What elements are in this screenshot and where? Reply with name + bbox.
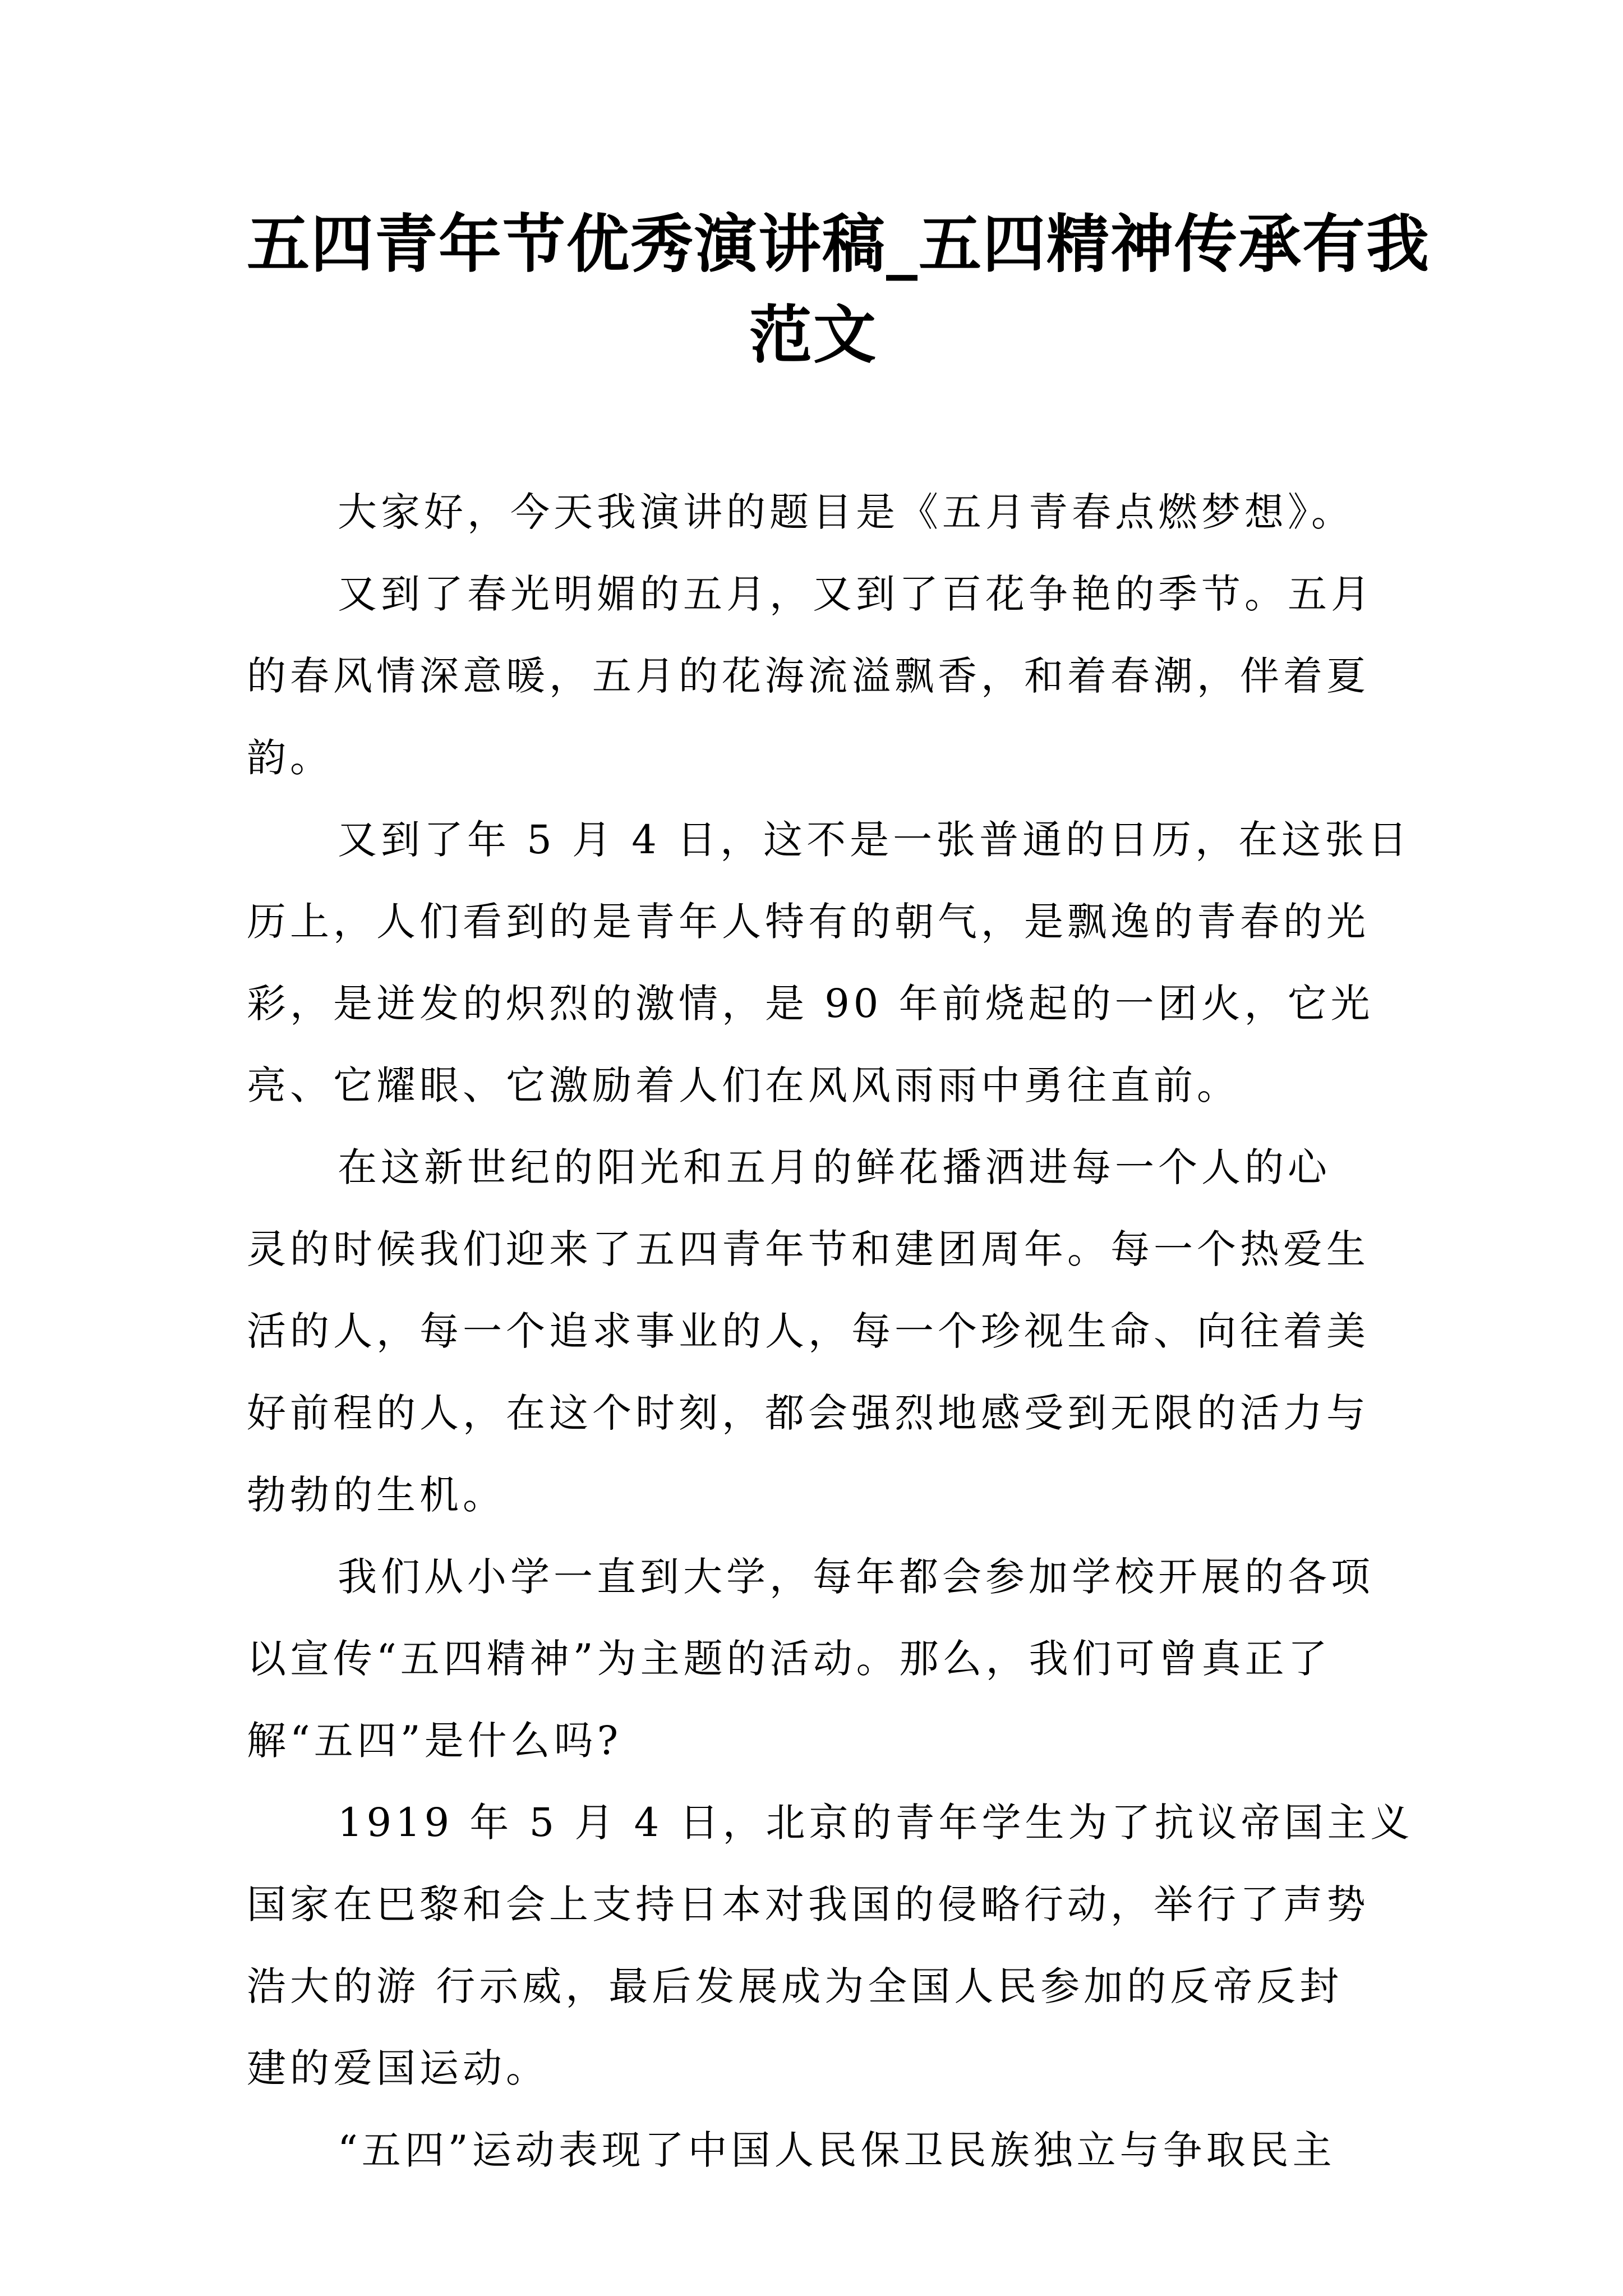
text-line: 我们从小学一直到大学，每年都会参加学校开展的各项 — [338, 1554, 1374, 1600]
text-line: 以宣传“五四精神”为主题的活动。那么，我们可曾真正了 — [247, 1636, 1331, 1682]
text-line: 又到了年 5 月 4 日，这不是一张普通的日历，在这张日 — [338, 817, 1412, 863]
text-line: 浩大的游 行示威，最后发展成为全国人民参加的反帝反封 — [247, 1963, 1343, 2009]
text-line: “五四”运动表现了中国人民保卫民族独立与争取民主 — [338, 2127, 1336, 2173]
text-line: 韵。 — [247, 735, 333, 781]
text-line: 又到了春光明媚的五月，又到了百花争艳的季节。五月 — [338, 571, 1374, 617]
text-line: 建的爱国运动。 — [247, 2045, 549, 2091]
text-line: 好前程的人，在这个时刻，都会强烈地感受到无限的活力与 — [247, 1390, 1370, 1436]
text-line: 彩，是迸发的炽烈的激情，是 90 年前烧起的一团火，它光 — [247, 981, 1374, 1027]
text-line: 亮、它耀眼、它激励着人们在风风雨雨中勇往直前。 — [247, 1062, 1240, 1108]
document-title — [247, 199, 1430, 381]
document-body — [247, 471, 1414, 2191]
text-line: 勃勃的生机。 — [247, 1472, 506, 1518]
text-line: 解“五四”是什么吗? — [247, 1718, 623, 1764]
text-line: 的春风情深意暖，五月的花海流溢飘香，和着春潮，伴着夏 — [247, 653, 1370, 699]
text-line: 历上，人们看到的是青年人特有的朝气，是飘逸的青春的光 — [247, 899, 1370, 945]
text-line: 灵的时候我们迎来了五四青年节和建团周年。每一个热爱生 — [247, 1226, 1370, 1272]
text-line: 活的人，每一个追求事业的人，每一个珍视生命、向往着美 — [247, 1308, 1370, 1354]
text-line: 1919 年 5 月 4 日，北京的青年学生为了抗议帝国主义 — [338, 1800, 1414, 1846]
text-line: 国家在巴黎和会上支持日本对我国的侵略行动，举行了声势 — [247, 1881, 1370, 1927]
text-line: 大家好，今天我演讲的题目是《五月青春点燃梦想》。 — [338, 489, 1354, 535]
title-line-1: 五四青年节优秀演讲稿_五四精神传承有我 — [247, 208, 1430, 281]
title-line-2: 范文 — [749, 298, 877, 372]
text-line: 在这新世纪的阳光和五月的鲜花播洒进每一个人的心 — [338, 1144, 1331, 1190]
